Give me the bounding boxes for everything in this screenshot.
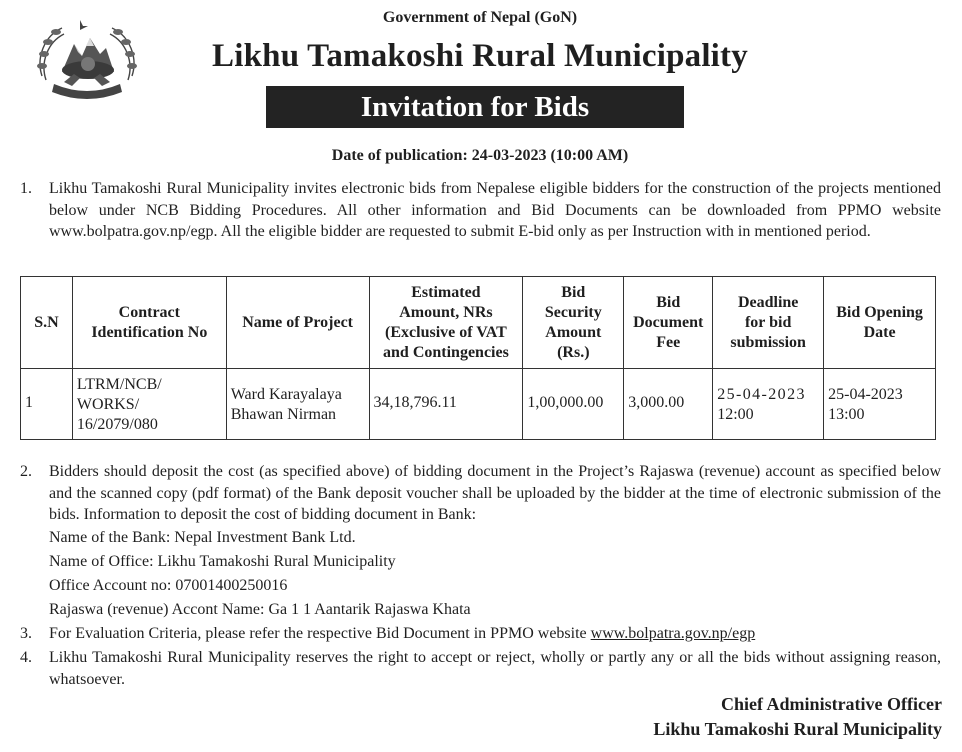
project-name-line-1: Ward Karayalaya [230,386,342,403]
table-row [21,369,936,440]
cell-sn: 1 [21,369,73,440]
publication-date: Date of publication: 24-03-2023 (10:00 AM) [331,147,629,164]
cell-deadline: 25-04-2023 12:00 [713,369,824,440]
clause-3-number: 3. [20,625,32,642]
cell-amount: 34,18,796.11 [369,369,523,440]
clause-1-text: Likhu Tamakoshi Rural Municipality invites electronic bids from Nepalese eligible bidders for the construction of the projects mentioned below under NCB Bidding Procedures. All other information and Bid Documents can be downloaded from PPMO website www.bolpatra.gov.np/egp. All the eligible bidder are requested to submit E-bid only as per Instruction with in mentioned period. [49,180,941,240]
office-account: Office Account no: 07001400250016 [49,577,288,594]
nepal-emblem-icon [34,14,140,102]
invitation-banner: Invitation for Bids [266,86,684,128]
clause-2-text: Bidders should deposit the cost (as specified above) of bidding document in the Project’s Rajaswa (revenue) account as specified below and the scanned copy (pdf format) of the Bank deposit voucher shall be uploaded by the bidder at the time of electronic submission of the bids. Information to deposit the cost of bidding document in Bank: [49,463,941,523]
header-contract-id: Contract Identification No [72,277,226,369]
header-estimated-amount: Estimated Amount, NRs (Exclusive of VAT and Contingencies [369,277,523,369]
header-opening-date: Bid Opening Date [824,277,936,369]
header-bid-security: Bid Security Amount (Rs.) [523,277,624,369]
header-document-fee: Bid Document Fee [624,277,713,369]
clause-4-number: 4. [20,649,32,666]
office-name: Name of Office: Likhu Tamakoshi Rural Municipality [49,553,396,570]
cell-security: 1,00,000.00 [523,369,624,440]
header-project-name: Name of Project [226,277,369,369]
project-name-line-2: Bhawan Nirman [230,406,337,423]
clause-2-number: 2. [20,463,32,480]
page-title: Likhu Tamakoshi Rural Municipality [212,38,748,74]
signature-title: Chief Administrative Officer [721,694,942,714]
header-sn: S.N [21,277,73,369]
ppmo-link[interactable]: www.bolpatra.gov.np/egp [590,625,756,642]
cell-fee: 3,000.00 [624,369,713,440]
clause-1-number: 1. [20,180,32,197]
government-heading: Government of Nepal (GoN) [382,9,578,26]
bid-table [20,276,936,440]
cell-contract-id: LTRM/NCB/ WORKS/ 16/2079/080 [72,369,226,440]
clause-3-label: For Evaluation Criteria, please refer the respective Bid Document in PPMO website [49,625,587,642]
table-header-row [21,277,936,369]
clause-3-text [49,623,755,644]
rajaswa-account: Rajaswa (revenue) Accont Name: Ga 1 1 Aantarik Rajaswa Khata [49,601,471,618]
bank-name: Name of the Bank: Nepal Investment Bank Ltd. [49,529,356,546]
cell-project-name [226,369,369,440]
header-deadline: Deadline for bid submission [713,277,824,369]
cell-opening-date: 25-04-2023 13:00 [824,369,936,440]
clause-4-text: Likhu Tamakoshi Rural Municipality reserves the right to accept or reject, wholly or partly any or all the bids without assigning reason, whatsoever. [49,649,941,688]
signature-office: Likhu Tamakoshi Rural Municipality [653,719,942,739]
